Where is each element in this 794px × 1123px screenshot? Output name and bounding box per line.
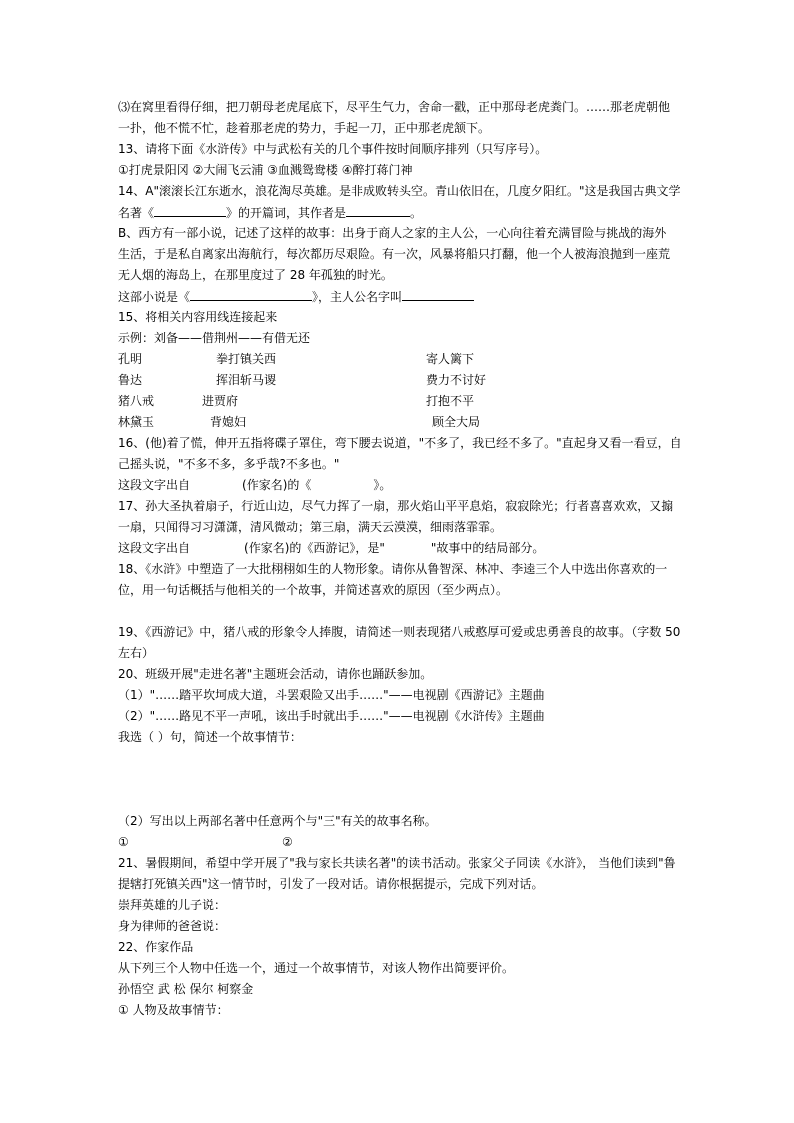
match-event: 拳打镇关西 [216,352,277,366]
question-22: 22、作家作品 [118,940,194,954]
question-15-example: 示例：刘备——借荆州——有借无还 [118,331,311,345]
match-person: 猪八戒 [118,394,155,408]
text-fragment: (作家名)的《 [242,478,312,492]
match-event: 进贾府 [202,394,239,408]
match-row [118,391,688,412]
text-line: 无人烟的海岛上，在那里度过了 28 年孤独的时光。 [118,268,393,282]
match-event: 背媳妇 [210,415,247,429]
question-16-blanks [118,475,688,496]
question-20-choice: 我选（ ）句，简述一个故事情节： [118,730,302,744]
question-15: 15、将相关内容用线连接起来 [118,310,278,324]
match-phrase: 顾全大局 [432,415,481,429]
question-20: 20、班级开展"走进名著"主题班会活动，请你也踊跃参加。 [118,667,433,681]
dialogue-father: 身为律师的爸爸说： [118,919,227,933]
document-body [118,97,688,1021]
match-phrase: 打抱不平 [426,394,475,408]
question-17: 17、孙大圣执着扇子，行近山边，尽气力挥了一扇，那火焰山平平息焰，寂寂除光；行者喜喜欢欢，又搧 [118,499,674,513]
question-19: 19、《西游记》中，猪八戒的形象令人捧腹，请简述一则表现猪八戒憨厚可爱或忠勇善良的故事。（字数 50 [118,625,681,639]
question-20-item-1: （1）"……踏平坎坷成大道，斗罢艰险又出手……"——电视剧《西游记》主题曲 [118,688,545,702]
question-14a: 14、A"滚滚长江东逝水，浪花淘尽英雄。是非成败转头空。青山依旧在，几度夕阳红。"这是我国古典文学 [118,184,681,198]
question-18: 18、《水浒》中塑造了一大批栩栩如生的人物形象。请你从鲁智深、林冲、李逵三个人中选出你喜欢的一 [118,562,668,576]
text-line: 一扇，只闻得习习潇潇，清风微动；第三扇，满天云漠漠，细雨落霏霏。 [118,520,503,534]
answer-blank-novel[interactable] [190,286,312,301]
question-22-item-1: ① 人物及故事情节： [118,1003,229,1017]
text-line: 位，用一句话概括与他相关的一个故事，并简述喜欢的原因（至少两点）。 [118,583,509,597]
match-person: 鲁达 [118,373,143,387]
match-row [118,412,688,433]
text-fragment: 。 [410,206,423,220]
match-row [118,349,688,370]
answer-space[interactable] [118,748,688,811]
match-row [118,370,688,391]
answer-space[interactable] [118,601,688,622]
match-person: 林黛玉 [118,415,155,429]
match-person: 孔明 [118,352,143,366]
question-21: 21、暑假期间，希望中学开展了"我与家长共读名著"的读书活动。张家父子同读《水浒》， 当他们读到"鲁 [118,856,676,870]
question-16: 16、(他)着了慌，伸开五指将碟子罩住，弯下腰去说道，"不多了，我已经不多了。"直起身又看一看豆，自 [118,436,682,450]
match-event: 挥泪斩马谡 [216,373,277,387]
text-fragment: 这段文字出自 [118,541,191,555]
text-line: 从下列三个人物中任选一个，通过一个故事情节，对该人物作出简要评价。 [118,961,515,975]
match-phrase: 费力不讨好 [426,373,487,387]
question-13-options: ①打虎景阳冈 ②大闹飞云浦 ③血溅鸳鸯楼 ④醉打蒋门神 [118,163,413,177]
text-fragment: "故事中的结局部分。 [430,541,545,555]
question-14a-blanks [118,202,688,223]
text-fragment: 》的开篇词，其作者是 [226,206,347,220]
character-options: 孙悟空 武 松 保尔 柯察金 [118,982,254,996]
answer-blank-author[interactable] [346,202,410,217]
item-marker: ① [118,835,129,849]
text-fragment: 》。 [373,478,392,492]
item-marker: ② [282,835,293,849]
question-20-part-2-blanks [118,832,688,853]
text-fragment: 这段文字出自 [118,478,191,492]
question-13: 13、请将下面《水浒传》中与武松有关的几个事件按时间顺序排列（只写序号）。 [118,142,548,156]
question-14b-blanks [118,286,688,307]
text-fragment: 名著《 [118,206,155,220]
question-20-item-2: （2）"……路见不平一声吼，该出手时就出手……"——电视剧《水浒传》主题曲 [118,709,545,723]
question-14b: B、西方有一部小说，记述了这样的故事：出身于商人之家的主人公，一心向往着充满冒险与挑战的海外 [118,226,667,240]
text-line: 一扑，他不慌不忙，趁着那老虎的势力，手起一刀，正中那老虎颔下。 [118,121,491,135]
dialogue-son: 崇拜英雄的儿子说： [118,898,227,912]
text-fragment: 这部小说是《 [118,290,191,304]
text-fragment: 》，主人公名字叫 [312,290,403,304]
text-line: 提辖打死镇关西"这一情节时，引发了一段对话。请你根据提示，完成下列对话。 [118,877,544,891]
answer-blank-protagonist[interactable] [402,286,474,301]
text-line: 己摇头说，"不多不多，多乎哉?不多也。" [118,457,340,471]
text-line: 左右） [118,646,155,660]
match-phrase: 寄人篱下 [426,352,475,366]
question-20-part-2: （2）写出以上两部名著中任意两个与"三"有关的故事名称。 [118,814,437,828]
answer-blank-book[interactable] [154,202,226,217]
text-fragment: (作家名)的《西游记》，是" [244,541,385,555]
text-line: 生活，于是私自离家出海航行，每次都历尽艰险。有一次，风暴将船只打翻，他一个人被海浪抛到一座荒 [118,247,671,261]
question-17-blanks [118,538,688,559]
text-line: ⑶在窝里看得仔细，把刀朝母老虎尾底下，尽平生气力，舍命一戳，正中那母老虎粪门。……那老虎朝他 [118,100,671,114]
